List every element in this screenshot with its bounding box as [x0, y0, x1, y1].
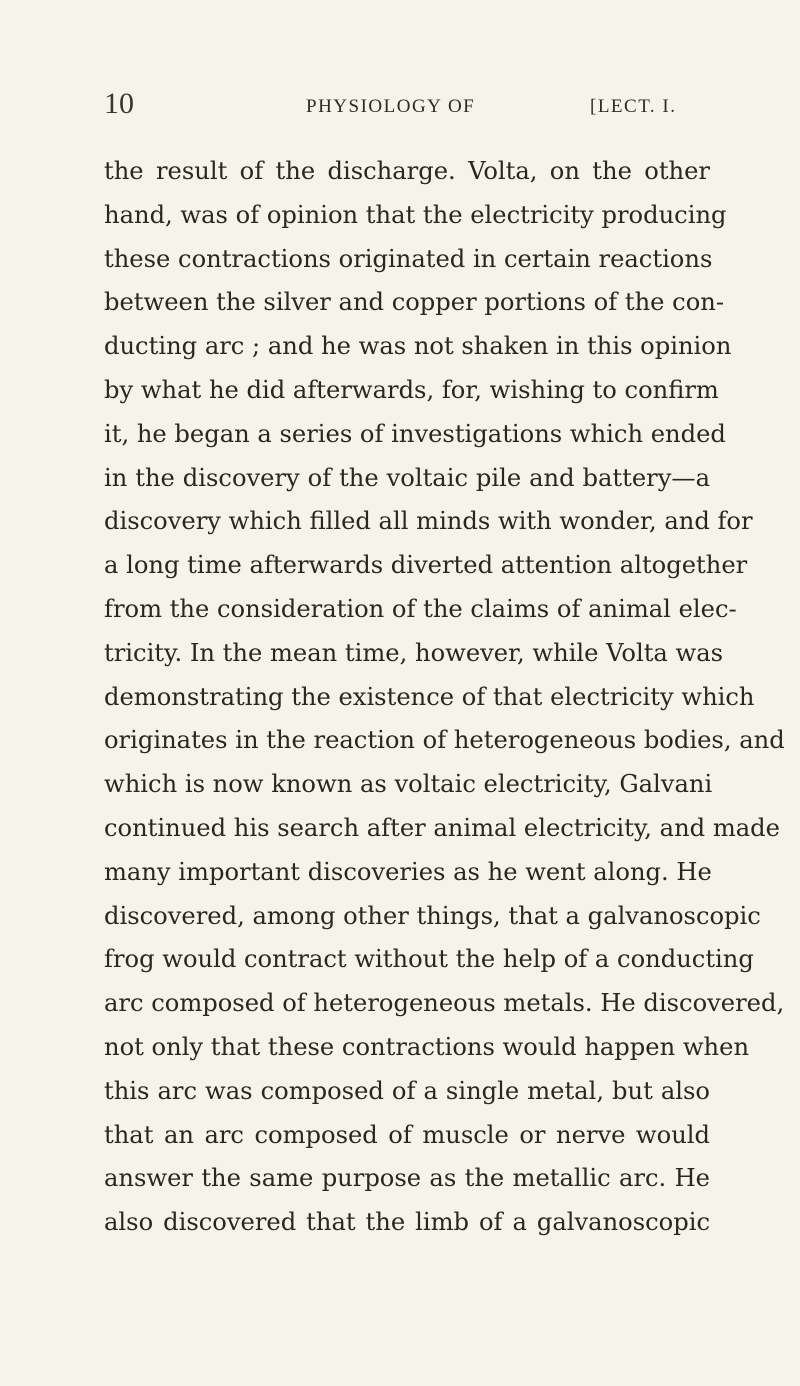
text-line: continued his search after animal electricity, and made — [104, 813, 780, 842]
text-line: that an arc composed of muscle or nerve would — [104, 1120, 710, 1149]
text-line: it, he began a series of investigations which ended — [104, 419, 726, 448]
text-line: arc composed of heterogeneous metals. He discovered, — [104, 989, 785, 1018]
text-line: discovery which filled all minds with wonder, and for — [104, 507, 753, 536]
body-paragraph — [104, 150, 785, 1245]
text-line: frog would contract without the help of a conducting — [104, 945, 754, 974]
text-line: many important discoveries as he went along. He — [104, 857, 712, 886]
page-number: 10 — [104, 87, 134, 120]
running-head — [104, 86, 714, 126]
text-line: from the consideration of the claims of animal elec- — [104, 594, 737, 623]
text-line: which is now known as voltaic electricity, Galvani — [104, 770, 713, 799]
text-line: ducting arc ; and he was not shaken in this opinion — [104, 332, 732, 361]
text-line: in the discovery of the voltaic pile and battery—a — [104, 463, 710, 492]
text-line: this arc was composed of a single metal, but also — [104, 1076, 710, 1105]
text-line: answer the same purpose as the metallic arc. He — [104, 1164, 710, 1193]
text-line: also discovered that the limb of a galvanoscopic — [104, 1208, 710, 1237]
lecture-marker: [LECT. I. — [590, 96, 677, 117]
text-line: discovered, among other things, that a galvanoscopic — [104, 901, 761, 930]
running-title: PHYSIOLOGY OF — [306, 96, 476, 117]
text-line: these contractions originated in certain reactions — [104, 244, 713, 273]
text-line: between the silver and copper portions of the con- — [104, 288, 725, 317]
text-line: originates in the reaction of heterogeneous bodies, and — [104, 726, 785, 755]
text-line: by what he did afterwards, for, wishing to confirm — [104, 375, 719, 404]
text-line: not only that these contractions would happen when — [104, 1032, 750, 1061]
text-line: hand, was of opinion that the electricity producing — [104, 200, 727, 229]
text-line: the result of the discharge. Volta, on the other — [104, 157, 710, 185]
text-line: tricity. In the mean time, however, while Volta was — [104, 638, 724, 667]
text-line: a long time afterwards diverted attention altogether — [104, 551, 748, 580]
text-line: demonstrating the existence of that electricity which — [104, 682, 755, 711]
